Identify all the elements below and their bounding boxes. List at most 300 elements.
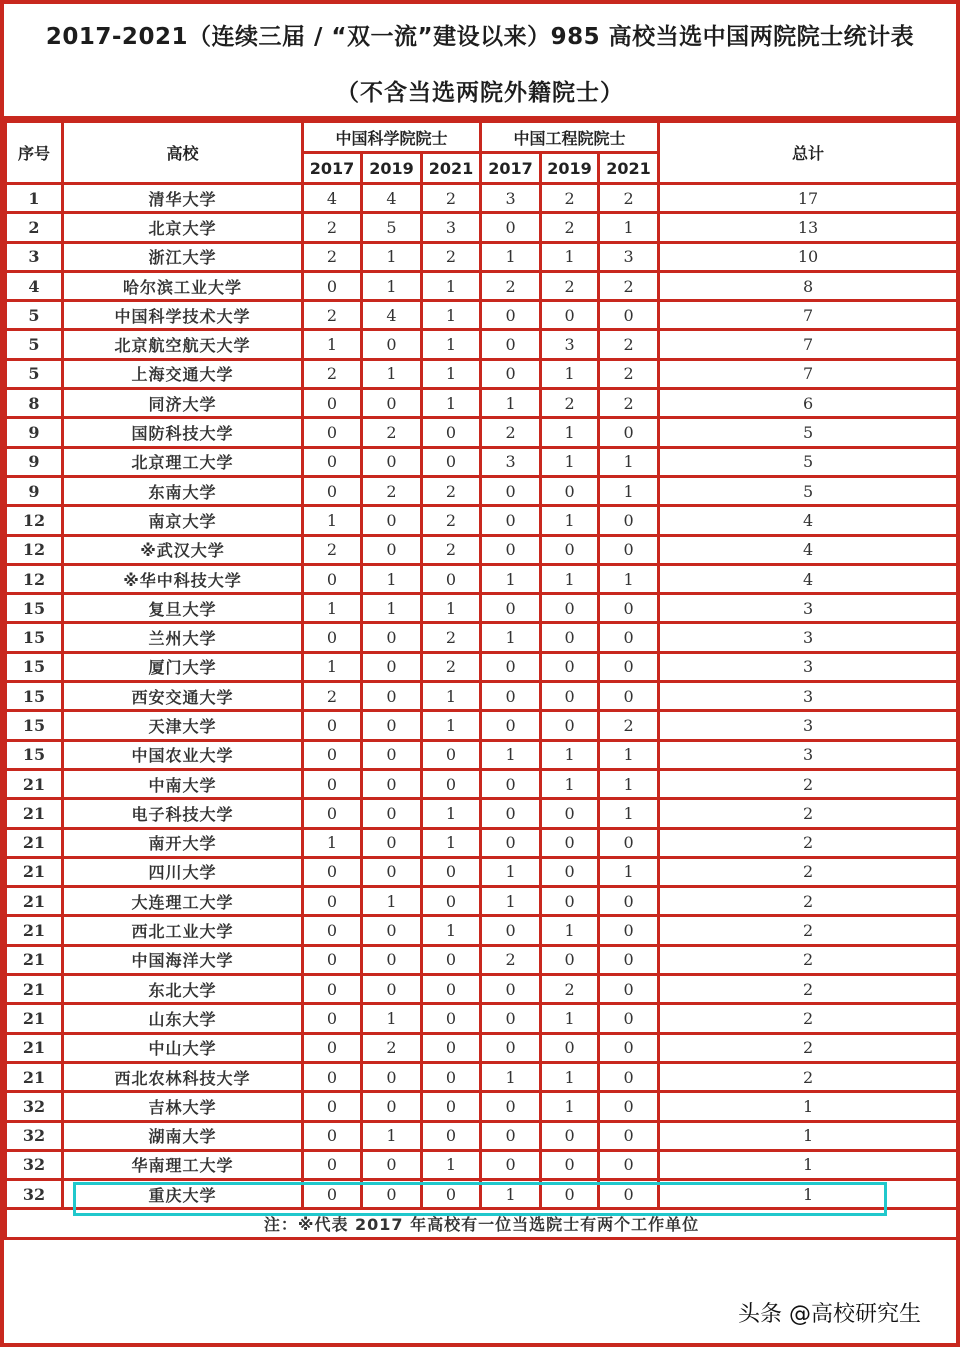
school-name-cell: 电子科技大学 <box>63 799 303 828</box>
total-cell: 5 <box>659 418 958 447</box>
cae-2017-cell: 1 <box>481 564 541 593</box>
cas-2019-cell: 2 <box>362 418 422 447</box>
cae-2017-cell: 0 <box>481 682 541 711</box>
total-cell: 10 <box>659 242 958 271</box>
rank-cell: 32 <box>6 1150 63 1179</box>
total-cell: 17 <box>659 184 958 213</box>
total-cell: 2 <box>659 769 958 798</box>
title-block <box>4 4 956 120</box>
rank-cell: 21 <box>6 887 63 916</box>
cae-2019-cell: 1 <box>541 564 599 593</box>
cae-2021-cell: 1 <box>599 740 659 769</box>
cae-2019-cell: 0 <box>541 623 599 652</box>
total-cell: 3 <box>659 652 958 681</box>
cas-2019-cell: 0 <box>362 945 422 974</box>
rank-cell: 1 <box>6 184 63 213</box>
rank-cell: 21 <box>6 945 63 974</box>
cae-2021-cell: 0 <box>599 301 659 330</box>
school-name-cell: 上海交通大学 <box>63 359 303 388</box>
school-name-cell: 北京理工大学 <box>63 447 303 476</box>
cas-2021-cell: 1 <box>422 711 481 740</box>
cae-2019-cell: 3 <box>541 330 599 359</box>
cae-2019-cell: 0 <box>541 476 599 505</box>
cas-2021-cell: 0 <box>422 887 481 916</box>
cae-2021-cell: 1 <box>599 213 659 242</box>
cas-2019-cell: 0 <box>362 799 422 828</box>
cas-2021-cell: 0 <box>422 1121 481 1150</box>
cae-2017-cell: 0 <box>481 330 541 359</box>
cae-2021-cell: 0 <box>599 945 659 974</box>
school-name-cell: 厦门大学 <box>63 652 303 681</box>
cas-2017-cell: 0 <box>303 564 362 593</box>
school-name-cell: 湖南大学 <box>63 1121 303 1150</box>
table-row <box>6 594 958 623</box>
cas-2019-cell: 0 <box>362 916 422 945</box>
header-row-groups <box>6 122 958 153</box>
rank-cell: 32 <box>6 1180 63 1209</box>
cae-2021-cell: 0 <box>599 975 659 1004</box>
cas-2021-cell: 0 <box>422 418 481 447</box>
school-name-cell: 中山大学 <box>63 1033 303 1062</box>
cae-2017-cell: 0 <box>481 828 541 857</box>
cas-2021-cell: 1 <box>422 330 481 359</box>
table-row <box>6 1180 958 1209</box>
cas-2019-cell: 0 <box>362 1092 422 1121</box>
table-row <box>6 1004 958 1033</box>
school-name-cell: 南开大学 <box>63 828 303 857</box>
school-name-cell: 同济大学 <box>63 389 303 418</box>
cas-2021-cell: 2 <box>422 535 481 564</box>
cae-2019-cell: 0 <box>541 945 599 974</box>
academician-stats-table <box>4 120 959 1240</box>
table-row <box>6 916 958 945</box>
cas-2017-cell: 0 <box>303 389 362 418</box>
cae-2017-cell: 0 <box>481 1121 541 1150</box>
total-cell: 1 <box>659 1180 958 1209</box>
rank-cell: 21 <box>6 1033 63 1062</box>
cae-2021-cell: 2 <box>599 184 659 213</box>
cas-2019-cell: 1 <box>362 594 422 623</box>
footnote: 注：※代表 2017 年高校有一位当选院士有两个工作单位 <box>6 1209 958 1238</box>
cas-2019-cell: 0 <box>362 1062 422 1091</box>
school-name-cell: 中南大学 <box>63 769 303 798</box>
rank-cell: 9 <box>6 447 63 476</box>
total-cell: 1 <box>659 1121 958 1150</box>
total-cell: 2 <box>659 799 958 828</box>
header-school: 高校 <box>63 122 303 184</box>
total-cell: 13 <box>659 213 958 242</box>
cas-2019-cell: 1 <box>362 359 422 388</box>
cae-2017-cell: 1 <box>481 857 541 886</box>
cas-2017-cell: 0 <box>303 711 362 740</box>
cas-2017-cell: 2 <box>303 301 362 330</box>
rank-cell: 9 <box>6 418 63 447</box>
watermark: 头条 @高校研究生 <box>738 1302 921 1327</box>
cas-2021-cell: 0 <box>422 1180 481 1209</box>
total-cell: 3 <box>659 623 958 652</box>
cas-2021-cell: 2 <box>422 476 481 505</box>
table-row <box>6 1033 958 1062</box>
cas-2019-cell: 1 <box>362 564 422 593</box>
cae-2019-cell: 0 <box>541 535 599 564</box>
school-name-cell: 国防科技大学 <box>63 418 303 447</box>
total-cell: 7 <box>659 330 958 359</box>
cas-2021-cell: 2 <box>422 506 481 535</box>
cae-2021-cell: 0 <box>599 1180 659 1209</box>
cas-2017-cell: 1 <box>303 652 362 681</box>
cae-2017-cell: 0 <box>481 1092 541 1121</box>
cae-2019-cell: 0 <box>541 887 599 916</box>
total-cell: 4 <box>659 564 958 593</box>
total-cell: 3 <box>659 594 958 623</box>
cae-2017-cell: 1 <box>481 389 541 418</box>
rank-cell: 9 <box>6 476 63 505</box>
rank-cell: 15 <box>6 623 63 652</box>
header-cas-2021: 2021 <box>422 153 481 184</box>
rank-cell: 12 <box>6 535 63 564</box>
cae-2019-cell: 0 <box>541 682 599 711</box>
cae-2019-cell: 0 <box>541 594 599 623</box>
cae-2017-cell: 0 <box>481 711 541 740</box>
cae-2021-cell: 0 <box>599 916 659 945</box>
rank-cell: 15 <box>6 740 63 769</box>
cae-2021-cell: 2 <box>599 330 659 359</box>
school-name-cell: 北京大学 <box>63 213 303 242</box>
table-row <box>6 418 958 447</box>
rank-cell: 15 <box>6 682 63 711</box>
cae-2017-cell: 1 <box>481 623 541 652</box>
header-total: 总计 <box>659 122 958 184</box>
cas-2019-cell: 0 <box>362 828 422 857</box>
school-name-cell: 天津大学 <box>63 711 303 740</box>
cas-2021-cell: 0 <box>422 564 481 593</box>
school-name-cell: 西北工业大学 <box>63 916 303 945</box>
cas-2017-cell: 0 <box>303 623 362 652</box>
note-row <box>6 1209 958 1238</box>
cas-2021-cell: 1 <box>422 389 481 418</box>
cas-2019-cell: 0 <box>362 506 422 535</box>
cae-2017-cell: 2 <box>481 271 541 300</box>
cae-2019-cell: 0 <box>541 828 599 857</box>
cae-2021-cell: 0 <box>599 418 659 447</box>
school-name-cell: 南京大学 <box>63 506 303 535</box>
cas-2019-cell: 2 <box>362 1033 422 1062</box>
school-name-cell: 东北大学 <box>63 975 303 1004</box>
total-cell: 2 <box>659 828 958 857</box>
page-title: 2017-2021（连续三届 / “双一流”建设以来）985 高校当选中国两院院士统计表 <box>45 24 915 50</box>
table-row <box>6 652 958 681</box>
table-row <box>6 975 958 1004</box>
school-name-cell: 哈尔滨工业大学 <box>63 271 303 300</box>
total-cell: 6 <box>659 389 958 418</box>
cas-2021-cell: 0 <box>422 1004 481 1033</box>
cas-2019-cell: 1 <box>362 1121 422 1150</box>
header-cae-2017: 2017 <box>481 153 541 184</box>
cae-2017-cell: 0 <box>481 506 541 535</box>
cae-2017-cell: 0 <box>481 535 541 564</box>
cas-2019-cell: 2 <box>362 476 422 505</box>
cae-2017-cell: 0 <box>481 652 541 681</box>
cae-2021-cell: 0 <box>599 1150 659 1179</box>
cas-2021-cell: 0 <box>422 975 481 1004</box>
cas-2019-cell: 0 <box>362 975 422 1004</box>
cas-2021-cell: 2 <box>422 242 481 271</box>
school-name-cell: 北京航空航天大学 <box>63 330 303 359</box>
cas-2017-cell: 1 <box>303 594 362 623</box>
cae-2019-cell: 1 <box>541 740 599 769</box>
school-name-cell: ※武汉大学 <box>63 535 303 564</box>
rank-cell: 21 <box>6 799 63 828</box>
cas-2021-cell: 2 <box>422 652 481 681</box>
total-cell: 3 <box>659 682 958 711</box>
cas-2017-cell: 0 <box>303 418 362 447</box>
page-subtitle: （不含当选两院外籍院士） <box>336 80 624 106</box>
cas-2021-cell: 2 <box>422 623 481 652</box>
cas-2021-cell: 1 <box>422 682 481 711</box>
cas-2019-cell: 0 <box>362 652 422 681</box>
cas-2019-cell: 0 <box>362 447 422 476</box>
cae-2021-cell: 0 <box>599 1004 659 1033</box>
cae-2019-cell: 1 <box>541 242 599 271</box>
cas-2021-cell: 0 <box>422 1062 481 1091</box>
total-cell: 2 <box>659 1062 958 1091</box>
cae-2017-cell: 0 <box>481 594 541 623</box>
cas-2017-cell: 0 <box>303 769 362 798</box>
cas-2019-cell: 1 <box>362 242 422 271</box>
cae-2017-cell: 0 <box>481 916 541 945</box>
cas-2019-cell: 1 <box>362 887 422 916</box>
rank-cell: 12 <box>6 564 63 593</box>
table-row <box>6 359 958 388</box>
table-row <box>6 623 958 652</box>
total-cell: 1 <box>659 1092 958 1121</box>
total-cell: 2 <box>659 975 958 1004</box>
school-name-cell: 吉林大学 <box>63 1092 303 1121</box>
header-cas: 中国科学院院士 <box>303 122 481 153</box>
cas-2017-cell: 0 <box>303 1004 362 1033</box>
table-row <box>6 828 958 857</box>
cae-2019-cell: 1 <box>541 1004 599 1033</box>
rank-cell: 5 <box>6 330 63 359</box>
cae-2021-cell: 0 <box>599 682 659 711</box>
cas-2017-cell: 0 <box>303 1150 362 1179</box>
school-name-cell: 华南理工大学 <box>63 1150 303 1179</box>
cae-2021-cell: 1 <box>599 447 659 476</box>
cae-2017-cell: 3 <box>481 184 541 213</box>
table-row <box>6 271 958 300</box>
table-row <box>6 476 958 505</box>
cae-2019-cell: 1 <box>541 1092 599 1121</box>
cae-2019-cell: 1 <box>541 447 599 476</box>
table-row <box>6 740 958 769</box>
header-cae: 中国工程院院士 <box>481 122 659 153</box>
cae-2017-cell: 1 <box>481 1180 541 1209</box>
cae-2021-cell: 3 <box>599 242 659 271</box>
rank-cell: 2 <box>6 213 63 242</box>
cas-2017-cell: 1 <box>303 828 362 857</box>
table-row <box>6 1062 958 1091</box>
cas-2021-cell: 1 <box>422 271 481 300</box>
school-name-cell: ※华中科技大学 <box>63 564 303 593</box>
table-row <box>6 564 958 593</box>
cae-2017-cell: 1 <box>481 1062 541 1091</box>
cae-2021-cell: 1 <box>599 564 659 593</box>
table-row <box>6 887 958 916</box>
table-row <box>6 184 958 213</box>
school-name-cell: 大连理工大学 <box>63 887 303 916</box>
total-cell: 2 <box>659 857 958 886</box>
cae-2019-cell: 2 <box>541 975 599 1004</box>
cas-2019-cell: 0 <box>362 711 422 740</box>
cae-2019-cell: 1 <box>541 506 599 535</box>
cae-2021-cell: 1 <box>599 769 659 798</box>
cas-2021-cell: 1 <box>422 594 481 623</box>
cae-2017-cell: 0 <box>481 359 541 388</box>
cas-2017-cell: 2 <box>303 242 362 271</box>
cas-2019-cell: 0 <box>362 1180 422 1209</box>
cae-2021-cell: 2 <box>599 389 659 418</box>
table-row <box>6 506 958 535</box>
total-cell: 3 <box>659 711 958 740</box>
cae-2017-cell: 3 <box>481 447 541 476</box>
cas-2017-cell: 0 <box>303 476 362 505</box>
rank-cell: 21 <box>6 857 63 886</box>
rank-cell: 3 <box>6 242 63 271</box>
cas-2017-cell: 0 <box>303 945 362 974</box>
header-cas-2017: 2017 <box>303 153 362 184</box>
table-row <box>6 799 958 828</box>
cas-2017-cell: 4 <box>303 184 362 213</box>
total-cell: 1 <box>659 1150 958 1179</box>
cae-2021-cell: 0 <box>599 1092 659 1121</box>
rank-cell: 32 <box>6 1092 63 1121</box>
cas-2019-cell: 1 <box>362 1004 422 1033</box>
header-cae-2019: 2019 <box>541 153 599 184</box>
cas-2019-cell: 5 <box>362 213 422 242</box>
total-cell: 2 <box>659 916 958 945</box>
cae-2019-cell: 0 <box>541 799 599 828</box>
table-row <box>6 389 958 418</box>
cas-2019-cell: 0 <box>362 769 422 798</box>
rank-cell: 21 <box>6 916 63 945</box>
header-cae-2021: 2021 <box>599 153 659 184</box>
cas-2021-cell: 0 <box>422 1092 481 1121</box>
cas-2017-cell: 0 <box>303 1092 362 1121</box>
total-cell: 5 <box>659 447 958 476</box>
cae-2017-cell: 0 <box>481 769 541 798</box>
total-cell: 3 <box>659 740 958 769</box>
total-cell: 2 <box>659 1033 958 1062</box>
school-name-cell: 中国科学技术大学 <box>63 301 303 330</box>
table-row <box>6 711 958 740</box>
total-cell: 8 <box>659 271 958 300</box>
cae-2021-cell: 0 <box>599 652 659 681</box>
cas-2019-cell: 0 <box>362 389 422 418</box>
cas-2021-cell: 0 <box>422 1033 481 1062</box>
cas-2017-cell: 0 <box>303 1180 362 1209</box>
cae-2017-cell: 2 <box>481 945 541 974</box>
cae-2021-cell: 1 <box>599 799 659 828</box>
cae-2021-cell: 0 <box>599 1062 659 1091</box>
cas-2019-cell: 1 <box>362 271 422 300</box>
cas-2019-cell: 0 <box>362 682 422 711</box>
rank-cell: 15 <box>6 594 63 623</box>
table-row <box>6 301 958 330</box>
cae-2021-cell: 0 <box>599 506 659 535</box>
table-row <box>6 1121 958 1150</box>
cae-2017-cell: 1 <box>481 740 541 769</box>
school-name-cell: 兰州大学 <box>63 623 303 652</box>
cae-2019-cell: 1 <box>541 916 599 945</box>
school-name-cell: 重庆大学 <box>63 1180 303 1209</box>
cas-2017-cell: 0 <box>303 271 362 300</box>
cae-2019-cell: 0 <box>541 857 599 886</box>
cae-2021-cell: 0 <box>599 535 659 564</box>
table-body <box>6 184 958 1209</box>
cae-2017-cell: 0 <box>481 1033 541 1062</box>
cae-2021-cell: 2 <box>599 711 659 740</box>
school-name-cell: 浙江大学 <box>63 242 303 271</box>
cae-2017-cell: 0 <box>481 975 541 1004</box>
total-cell: 7 <box>659 359 958 388</box>
table-row <box>6 330 958 359</box>
cas-2019-cell: 0 <box>362 623 422 652</box>
cae-2021-cell: 0 <box>599 594 659 623</box>
cae-2019-cell: 1 <box>541 359 599 388</box>
cas-2021-cell: 1 <box>422 799 481 828</box>
cas-2017-cell: 0 <box>303 447 362 476</box>
rank-cell: 8 <box>6 389 63 418</box>
total-cell: 2 <box>659 887 958 916</box>
cae-2019-cell: 2 <box>541 213 599 242</box>
cas-2017-cell: 1 <box>303 506 362 535</box>
cas-2021-cell: 1 <box>422 301 481 330</box>
cae-2019-cell: 0 <box>541 301 599 330</box>
cae-2019-cell: 0 <box>541 1180 599 1209</box>
school-name-cell: 复旦大学 <box>63 594 303 623</box>
cae-2017-cell: 0 <box>481 799 541 828</box>
table-row <box>6 1092 958 1121</box>
cas-2017-cell: 0 <box>303 1062 362 1091</box>
cae-2019-cell: 1 <box>541 418 599 447</box>
cas-2017-cell: 0 <box>303 740 362 769</box>
cas-2017-cell: 0 <box>303 857 362 886</box>
table-row <box>6 535 958 564</box>
cae-2019-cell: 0 <box>541 652 599 681</box>
cas-2017-cell: 2 <box>303 213 362 242</box>
cas-2019-cell: 4 <box>362 184 422 213</box>
table-row <box>6 447 958 476</box>
cas-2021-cell: 1 <box>422 359 481 388</box>
rank-cell: 5 <box>6 359 63 388</box>
cas-2021-cell: 0 <box>422 945 481 974</box>
cas-2021-cell: 2 <box>422 184 481 213</box>
cae-2019-cell: 2 <box>541 389 599 418</box>
cae-2021-cell: 0 <box>599 828 659 857</box>
cas-2021-cell: 0 <box>422 740 481 769</box>
cae-2017-cell: 2 <box>481 418 541 447</box>
rank-cell: 21 <box>6 1004 63 1033</box>
rank-cell: 32 <box>6 1121 63 1150</box>
cas-2017-cell: 1 <box>303 330 362 359</box>
rank-cell: 15 <box>6 711 63 740</box>
rank-cell: 21 <box>6 769 63 798</box>
cae-2017-cell: 1 <box>481 887 541 916</box>
rank-cell: 12 <box>6 506 63 535</box>
cas-2021-cell: 1 <box>422 916 481 945</box>
cae-2019-cell: 0 <box>541 711 599 740</box>
total-cell: 5 <box>659 476 958 505</box>
